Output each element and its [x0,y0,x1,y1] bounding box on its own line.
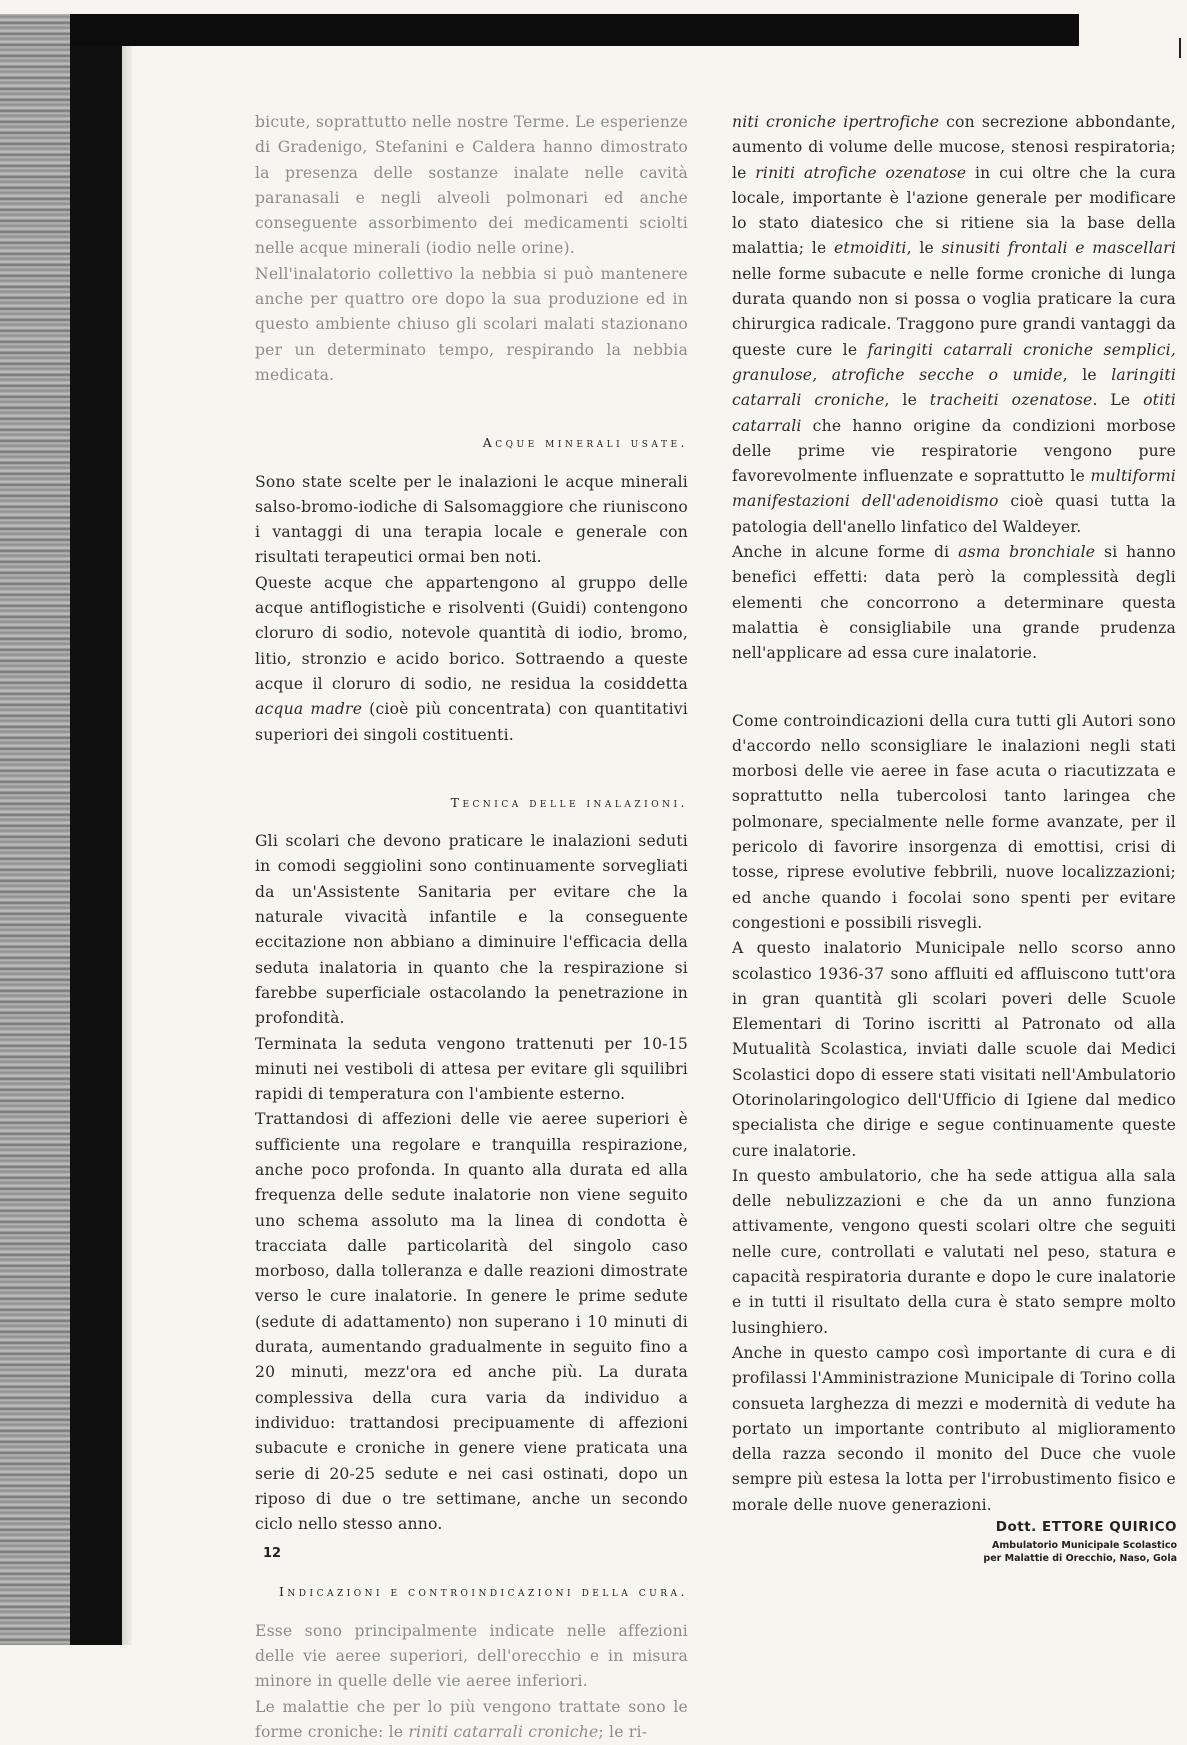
paragraph: Sono state scelte per le inalazioni le acque minerali salso-bromo-iodiche di Salsomaggiore che riuniscono i vantaggi di una terapia locale e generale con risultati terapeutici ormai ben noti. [255,472,688,567]
corner-mark [1179,38,1181,58]
section-heading-acque: Acque minerali usate. [482,435,688,451]
paragraph: A questo inalatorio Municipale nello scorso anno scolastico 1936-37 sono affluiti ed affluiscono tutt'ora in gran quantità gli scolari poveri delle Scuole Elementari di Torino iscritti al Patronato od alla Mutualità Scolastica, inviati dalle scuole dai Medici Scolastici dopo di essere stati visitati nell'Ambulatorio Otorinolaringologico dell'Ufficio di Igiene dal medico specialista che dirige e segue continuamente queste cure inalatorie. [732,939,1176,1160]
scan-binding-edge [0,14,70,1645]
author-signature [983,1519,1177,1565]
page-edge [122,46,132,1645]
paragraph: Esse sono principalmente indicate nelle affezioni delle vie aeree superiori, dell'orecchio e in misura minore in quelle delle vie aeree inferiori. [255,1621,688,1691]
paragraph: Queste acque che appartengono al gruppo delle acque antiflogistiche e risolventi (Guidi) contengono cloruro di sodio, notevole quantità di iodio, bromo, litio, stronzio e acido borico. Sottraendo a queste acque il cloruro di sodio, ne residua la cosiddetta acqua madre (cioè più concentrata) con quantitativi superiori dei singoli costituenti. [255,573,688,744]
paragraph: Come controindicazioni della cura tutti gli Autori sono d'accordo nello sconsigliare le inalazioni negli stati morbosi delle vie aeree in fase acuta o riacutizzata e soprattutto nella tubercolosi tanto laringea che polmonare, specialmente nelle forme avanzate, per il pericolo di favorire insorgenza di emottisi, crisi di tosse, riprese evolutive febbrili, nuove localizzazioni; ed anche quando i focolai sono spenti per evitare congestioni e possibili risvegli. [732,711,1176,932]
author-name: Dott. ETTORE QUIRICO [995,1519,1177,1535]
page-top-margin [0,0,1187,14]
paragraph: bicute, soprattutto nelle nostre Terme. Le esperienze di Gradenigo, Stefanini e Caldera hanno dimostrato la presenza delle sostanze inalate nelle cavità paranasali e negli alveoli polmonari ed anche conseguente assorbimento dei medicamenti sciolti nelle acque minerali (iodio nelle orine). [255,113,688,258]
paragraph: Le malattie che per lo più vengono trattate sono le forme croniche: le riniti catarrali croniche; le ri- [255,1697,688,1741]
scan-top-border [0,14,1079,46]
paragraph: Nell'inalatorio collettivo la nebbia si può mantenere anche per quattro ore dopo la sua produzione ed in questo ambiente chiuso gli scolari malati stazionano per un determinato tempo, respirando la nebbia medicata. [255,264,688,384]
paragraph: Gli scolari che devono praticare le inalazioni seduti in comodi seggiolini sono continuamente sorvegliati da un'Assistente Sanitaria per evitare che la naturale vivacità infantile e la conseguente eccitazione non abbiano a diminuire l'efficacia della seduta inalatoria in quanto che la respirazione si farebbe superficiale ostacolando la penetrazione in profondità. [255,832,688,1028]
left-column [255,110,688,1745]
paragraph: In questo ambulatorio, che ha sede attigua alla sala delle nebulizzazioni e che da un anno funziona attivamente, vengono questi scolari oltre che seguiti nelle cure, controllati e valutati nel peso, statura e capacità respiratoria durante e dopo le cure inalatorie e in tutti il risultato della cura è stato sempre molto lusinghiero. [732,1166,1176,1337]
page-number: 12 [263,1546,282,1561]
author-affiliation: Ambulatorio Municipale Scolastico per Malattie di Orecchio, Naso, Gola [983,1540,1177,1564]
paragraph: Anche in questo campo così importante di cura e di profilassi l'Amministrazione Municipale di Torino colla consueta larghezza di mezzi e modernità di vedute ha portato un importante contributo al miglioramento della razza secondo il monito del Duce che vuole sempre più estesa la lotta per l'irrobustimento fisico e morale delle nuove generazioni. [732,1343,1176,1514]
paragraph: Terminata la seduta vengono trattenuti per 10-15 minuti nei vestiboli di attesa per evitare gli squilibri rapidi di temperatura con l'ambiente esterno. [255,1034,688,1104]
section-heading-tecnica: Tecnica delle inalazioni. [450,794,688,810]
section-heading-indicazioni: Indicazioni e controindicazioni della cura. [278,1584,688,1600]
scan-gutter-shadow [70,46,122,1645]
paragraph: Trattandosi di affezioni delle vie aeree superiori è sufficiente una regolare e tranquilla respirazione, anche poco profonda. In quanto alla durata ed alla frequenza delle sedute inalatorie non viene seguito uno schema assoluto ma la linea di condotta è tracciata dalle particolarità del singolo caso morboso, dalla tolleranza e dalle reazioni dimostrate verso le cure inalatorie. In genere le prime sedute (sedute di adattamento) non superano i 10 minuti di durata, aumentando gradualmente in seguito fino a 20 minuti, mezz'ora ed anche più. La durata complessiva della cura varia da individuo a individuo: trattandosi precipuamente di affezioni subacute e croniche in genere viene praticata una serie di 20-25 sedute e nei casi ostinati, dopo un riposo di due o tre settimane, anche un secondo ciclo nello stesso anno. [255,1110,688,1534]
right-column [732,110,1176,1518]
paragraph: Anche in alcune forme di asma bronchiale si hanno benefici effetti: data però la complessità degli elementi che concorrono a determinare questa malattia è consigliabile una grande prudenza nell'applicare ad essa cure inalatorie. [732,543,1176,663]
paragraph: niti croniche ipertrofiche con secrezione abbondante, aumento di volume delle mucose, stenosi respiratoria; le riniti atrofiche ozenatose in cui oltre che la cura locale, importante è l'azione generale per modificare lo stato diatesico che si ritiene sia la base della malattia; le etmoiditi, le sinusiti frontali e mascellari nelle forme subacute e nelle forme croniche di lunga durata quando non si possa o voglia praticare la cura chirurgica radicale. Traggono pure grandi vantaggi da queste cure le faringiti catarrali croniche semplici, granulose, atrofiche secche o umide, le laringiti catarrali croniche, le tracheiti ozenatose. Le otiti catarrali che hanno origine da condizioni morbose delle prime vie respiratorie vengono pure favorevolmente influenzate e soprattutto le multiformi manifestazioni dell'adenoidismo cioè quasi tutta la patologia dell'anello linfatico del Waldeyer. [732,113,1177,536]
